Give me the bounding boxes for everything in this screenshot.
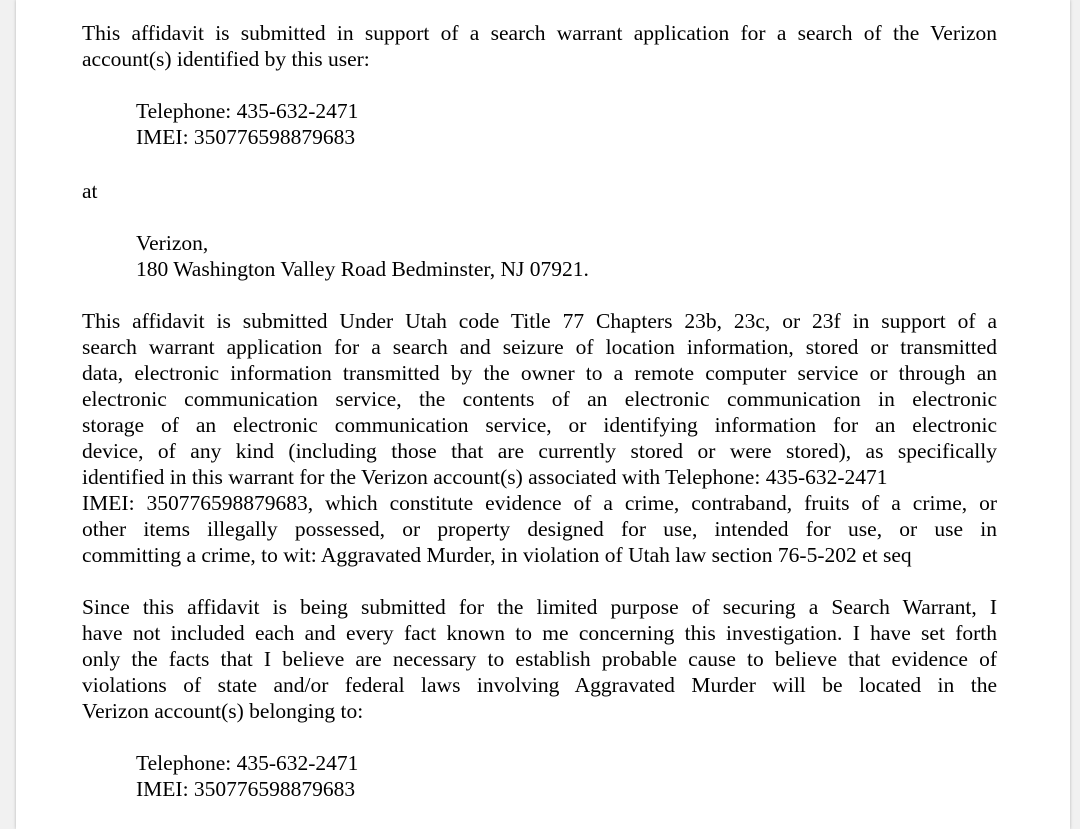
at-label — [82, 178, 997, 204]
text-line: storage of an electronic communication service, or identifying information for an electronic — [82, 413, 997, 437]
intro-paragraph — [82, 20, 997, 72]
document-page — [16, 0, 1070, 829]
telephone-line: Telephone: 435-632-2471 — [136, 99, 359, 123]
text-line: electronic communication service, the contents of an electronic communication in electronic — [82, 387, 997, 411]
text-line: search warrant application for a search and seizure of location information, stored or transmitted — [82, 335, 997, 359]
at-text: at — [82, 179, 98, 203]
account-identifiers-block — [136, 98, 358, 150]
text-line: identified in this warrant for the Verizon account(s) associated with Telephone: 435-632-2471 — [82, 465, 888, 489]
text-line: only the facts that I believe are necessary to establish probable cause to believe that evidence of — [82, 647, 997, 671]
text-line: This affidavit is submitted in support of a search warrant application for a search of the Verizon — [82, 21, 997, 45]
imei-line: IMEI: 350776598879683 — [136, 125, 356, 149]
limited-purpose-paragraph — [82, 594, 997, 724]
text-line: This affidavit is submitted Under Utah code Title 77 Chapters 23b, 23c, or 23f in support of a — [82, 309, 997, 333]
address-block — [136, 230, 589, 282]
text-line: have not included each and every fact known to me concerning this investigation. I have set forth — [82, 621, 997, 645]
text-line: Since this affidavit is being submitted for the limited purpose of securing a Search Warrant, I — [82, 595, 997, 619]
text-line: committing a crime, to wit: Aggravated Murder, in violation of Utah law section 76-5-202 et seq — [82, 543, 912, 567]
company-name: Verizon, — [136, 231, 209, 255]
text-line: device, of any kind (including those that are currently stored or were stored), as specifically — [82, 439, 997, 463]
authority-paragraph — [82, 308, 997, 568]
text-line: violations of state and/or federal laws involving Aggravated Murder will be located in the — [82, 673, 997, 697]
street-address: 180 Washington Valley Road Bedminster, NJ 07921. — [136, 257, 589, 281]
text-line: Verizon account(s) belonging to: — [82, 699, 364, 723]
text-line: IMEI: 350776598879683, which constitute evidence of a crime, contraband, fruits of a crime, or — [82, 491, 997, 515]
text-line: account(s) identified by this user: — [82, 47, 370, 71]
account-identifiers-block — [136, 750, 358, 802]
text-line: other items illegally possessed, or property designed for use, intended for use, or use in — [82, 517, 997, 541]
telephone-line: Telephone: 435-632-2471 — [136, 751, 359, 775]
imei-line: IMEI: 350776598879683 — [136, 777, 356, 801]
text-line: data, electronic information transmitted by the owner to a remote computer service or through an — [82, 361, 997, 385]
